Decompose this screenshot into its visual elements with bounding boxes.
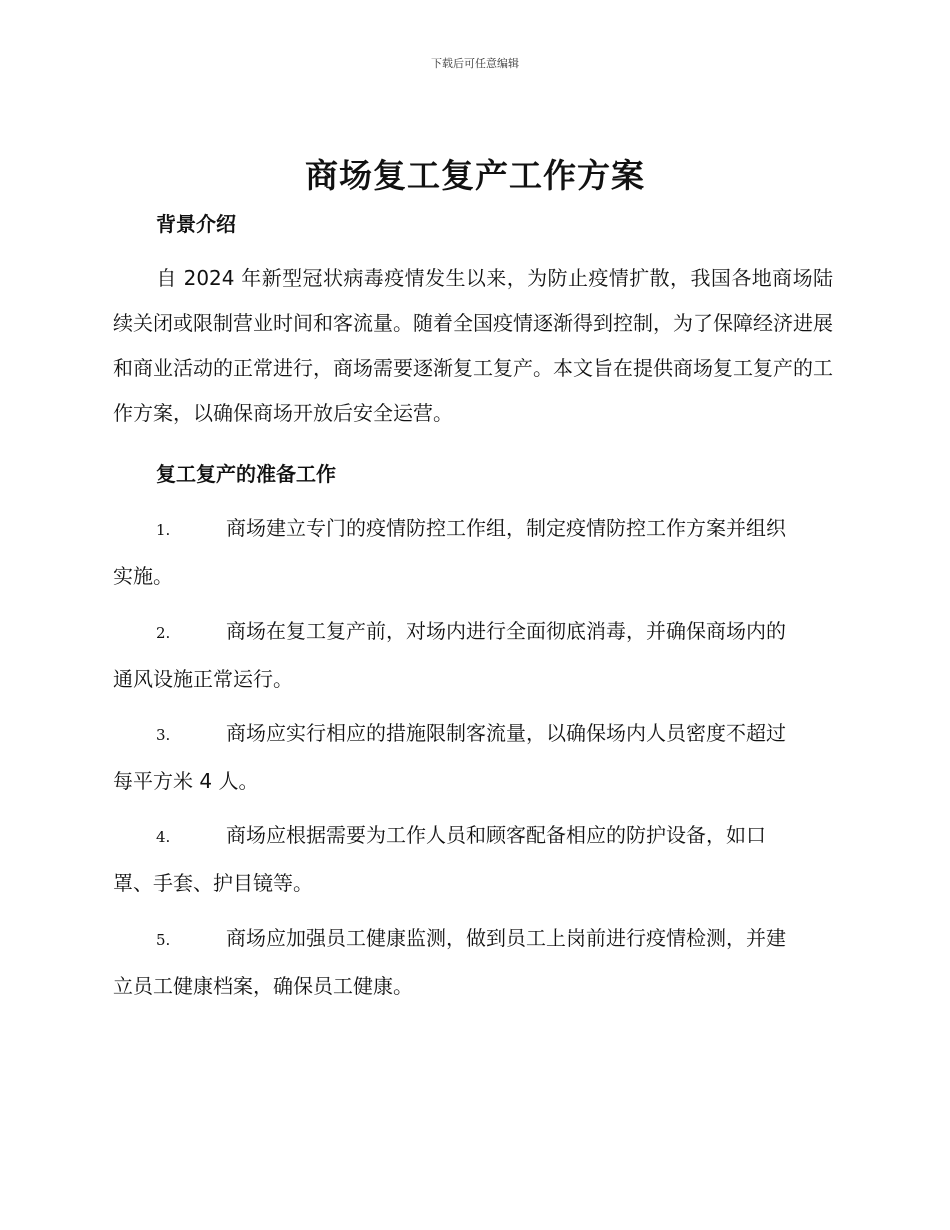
list-item (113, 710, 833, 804)
list-item-text-continued: 通风设施正常运行。 (113, 667, 293, 691)
list-item (113, 608, 833, 702)
list-item (113, 915, 833, 1009)
list-item-text-continued: 每平方米 4 人。 (113, 769, 259, 793)
header-note: 下载后可任意编辑 (431, 57, 519, 70)
list-item-number: 5. (156, 931, 171, 949)
list-item (113, 812, 833, 906)
list-item-text: 商场应加强员工健康监测，做到员工上岗前进行疫情检测，并建 (226, 926, 786, 950)
section-heading-preparation: 复工复产的准备工作 (156, 462, 336, 486)
list-item-text-continued: 实施。 (113, 564, 173, 588)
list-item-text: 商场应根据需要为工作人员和顾客配备相应的防护设备，如口 (226, 823, 766, 847)
list-item-text: 商场在复工复产前，对场内进行全面彻底消毒，并确保商场内的 (226, 619, 786, 643)
list-item-text-continued: 立员工健康档案，确保员工健康。 (113, 974, 413, 998)
list-item-number: 4. (156, 828, 171, 846)
list-item-text-continued: 罩、手套、护目镜等。 (113, 871, 313, 895)
background-paragraph-text: 自 2024 年新型冠状病毒疫情发生以来，为防止疫情扩散，我国各地商场陆续关闭或限制营业时间和客流量。随着全国疫情逐渐得到控制，为了保障经济进展和商业活动的正常进行，商场需要逐渐复工复产。本文旨在提供商场复工复产的工作方案，以确保商场开放后安全运营。 (113, 266, 833, 425)
section-heading-background: 背景介绍 (156, 212, 236, 236)
document-title: 商场复工复产工作方案 (305, 156, 645, 195)
list-item-number: 1. (156, 521, 171, 539)
list-item-number: 2. (156, 624, 171, 642)
list-item-text: 商场应实行相应的措施限制客流量，以确保场内人员密度不超过 (226, 721, 786, 745)
list-item-number: 3. (156, 726, 171, 744)
background-paragraph (113, 256, 833, 436)
list-item (113, 505, 833, 599)
list-item-text: 商场建立专门的疫情防控工作组，制定疫情防控工作方案并组织 (226, 516, 786, 540)
